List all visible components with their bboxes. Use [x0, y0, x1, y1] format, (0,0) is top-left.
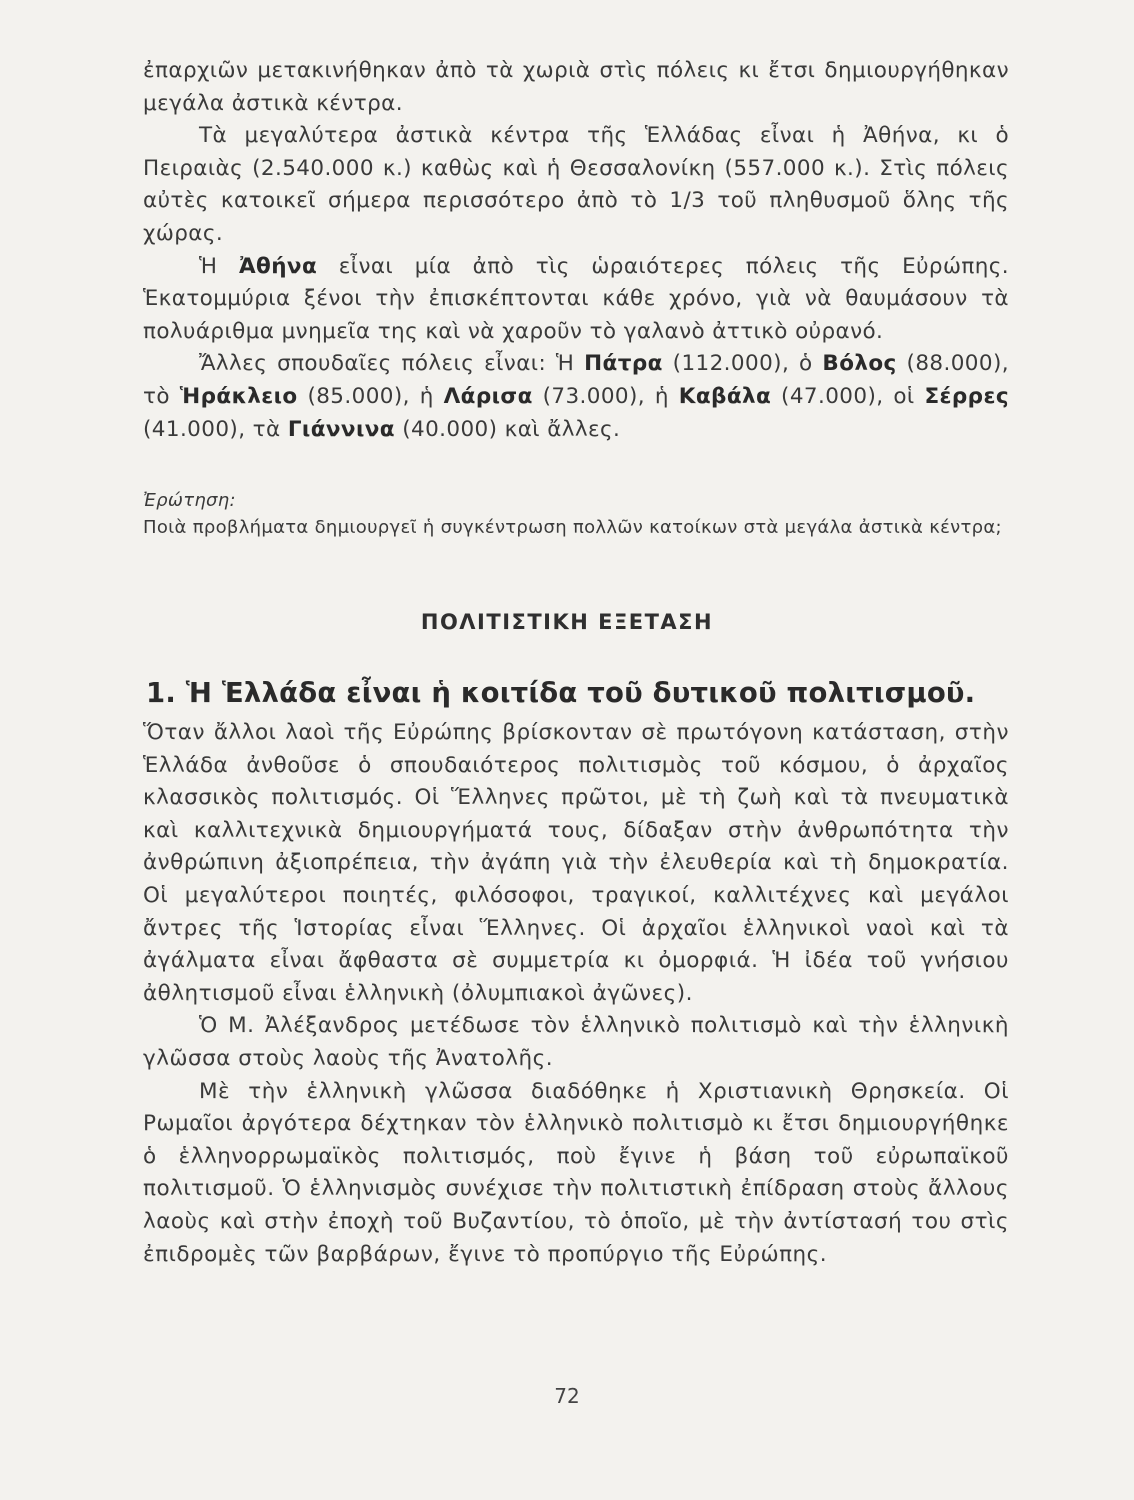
bold-patra: Πάτρα [584, 351, 663, 377]
section-title: ΠΟΛΙΤΙΣΤΙΚΗ ΕΞΕΤΑΣΗ [420, 610, 714, 634]
bold-serres: Σέρρες [924, 383, 1009, 409]
paragraph-other-cities: Ἄλλες σπουδαῖες πόλεις εἶναι: Ἡ Πάτρα (112.000), ὁ Βόλος (88.000), τὸ Ἡράκλειο (85.000), ἡ Λάρισα (73.000), ἡ Καβάλα (47.000), οἱ Σέρρες (41.000), τὰ Γιάννινα (40.000) καὶ ἄλλες. [143, 351, 1009, 442]
bold-heraklion: Ἡράκλειο [179, 383, 298, 409]
bold-athens: Ἀθήνα [238, 253, 318, 279]
paragraph-classical-civilization: Ὅταν ἄλλοι λαοὶ τῆς Εὐρώπης βρίσκονταν σὲ πρωτόγονη κατάσταση, στὴν Ἑλλάδα ἀνθοῦσε ὁ σπουδαιότερος πολιτισμὸς τοῦ κόσμου, ὁ ἀρχαῖος κλασσικὸς πολιτισμός. Οἱ Ἕλληνες πρῶτοι, μὲ τὴ ζωὴ καὶ τὰ πνευματικὰ καὶ καλλιτεχνικὰ δημιουργήματά τους, δίδαξαν στὴν ἀνθρωπότητα τὴν ἀνθρώπινη ἀξιοπρέπεια, τὴν ἀγάπη γιὰ τὴν ἐλευθερία καὶ τὴ δημοκρατία. Οἱ μεγαλύτεροι ποιητές, φιλόσοφοι, τραγικοί, καλλιτέχνες καὶ μεγάλοι ἄντρες τῆς Ἱστορίας εἶναι Ἕλληνες. Οἱ ἀρχαῖοι ἑλληνικοὶ ναοὶ καὶ τὰ ἀγάλματα εἶναι ἄφθαστα σὲ συμμετρία κι ὀμορφιά. Ἡ ἰδέα τοῦ γνήσιου ἀθλητισμοῦ εἶναι ἑλληνικὴ (ὀλυμπιακοὶ ἀγῶνες). [143, 720, 1009, 1006]
bold-ioannina: Γιάννινα [287, 416, 395, 442]
bold-larisa: Λάρισα [443, 383, 533, 409]
intro-text-block [143, 55, 1009, 446]
question-block [143, 487, 1009, 541]
culture-text-block [143, 717, 1009, 1271]
chapter-heading: 1. Ἡ Ἑλλάδα εἶναι ἡ κοιτίδα τοῦ δυτικοῦ πολιτισμοῦ. [146, 677, 976, 709]
paragraph-athens: Ἡ Ἀθήνα εἶναι μία ἀπὸ τὶς ὡραιότερες πόλεις τῆς Εὐρώπης. Ἑκατομμύρια ξένοι τὴν ἐπισκέπτονται κάθε χρόνο, γιὰ νὰ θαυμάσουν τὰ πολυάριθμα μνημεῖα της καὶ νὰ χαροῦν τὸ γαλανὸ ἀττικὸ οὐρανό. [143, 253, 1009, 344]
bold-kavala: Καβάλα [678, 383, 772, 409]
bold-volos: Βόλος [822, 351, 897, 377]
page-number: 72 [554, 1384, 580, 1408]
question-text: Ποιὰ προβλήματα δημιουργεῖ ἡ συγκέντρωση πολλῶν κατοίκων στὰ μεγάλα ἀστικὰ κέντρα; [143, 517, 1002, 538]
paragraph-largest-cities: Τὰ μεγαλύτερα ἀστικὰ κέντρα τῆς Ἑλλάδας εἶναι ἡ Ἀθήνα, κι ὁ Πειραιὰς (2.540.000 κ.) καθὼς καὶ ἡ Θεσσαλονίκη (557.000 κ.). Στὶς πόλεις αὐτὲς κατοικεῖ σήμερα περισσότερο ἀπὸ τὸ 1/3 τοῦ πληθυσμοῦ ὅλης τῆς χώρας. [143, 123, 1009, 246]
question-label: Ἐρώτηση: [143, 490, 236, 511]
paragraph-urbanization: ἐπαρχιῶν μετακινήθηκαν ἀπὸ τὰ χωριὰ στὶς πόλεις κι ἔτσι δημιουργήθηκαν μεγάλα ἀστικὰ κέντρα. [143, 58, 1009, 116]
paragraph-byzantium: Μὲ τὴν ἑλληνικὴ γλῶσσα διαδόθηκε ἡ Χριστιανικὴ Θρησκεία. Οἱ Ρωμαῖοι ἀργότερα δέχτηκαν τὸν ἑλληνικὸ πολιτισμὸ κι ἔτσι δημιουργήθηκε ὁ ἑλληνορρωμαϊκὸς πολιτισμός, ποὺ ἔγινε ἡ βάση τοῦ εὐρωπαϊκοῦ πολιτισμοῦ. Ὁ ἑλληνισμὸς συνέχισε τὴν πολιτιστικὴ ἐπίδραση στοὺς ἄλλους λαοὺς καὶ στὴν ἐποχὴ τοῦ Βυζαντίου, τὸ ὁποῖο, μὲ τὴν ἀντίστασή του στὶς ἐπιδρομὲς τῶν βαρβάρων, ἔγινε τὸ προπύργιο τῆς Εὐρώπης. [143, 1078, 1009, 1267]
paragraph-alexander: Ὁ Μ. Ἀλέξανδρος μετέδωσε τὸν ἑλληνικὸ πολιτισμὸ καὶ τὴν ἑλληνικὴ γλῶσσα στοὺς λαοὺς τῆς Ἀνατολῆς. [143, 1013, 1009, 1071]
